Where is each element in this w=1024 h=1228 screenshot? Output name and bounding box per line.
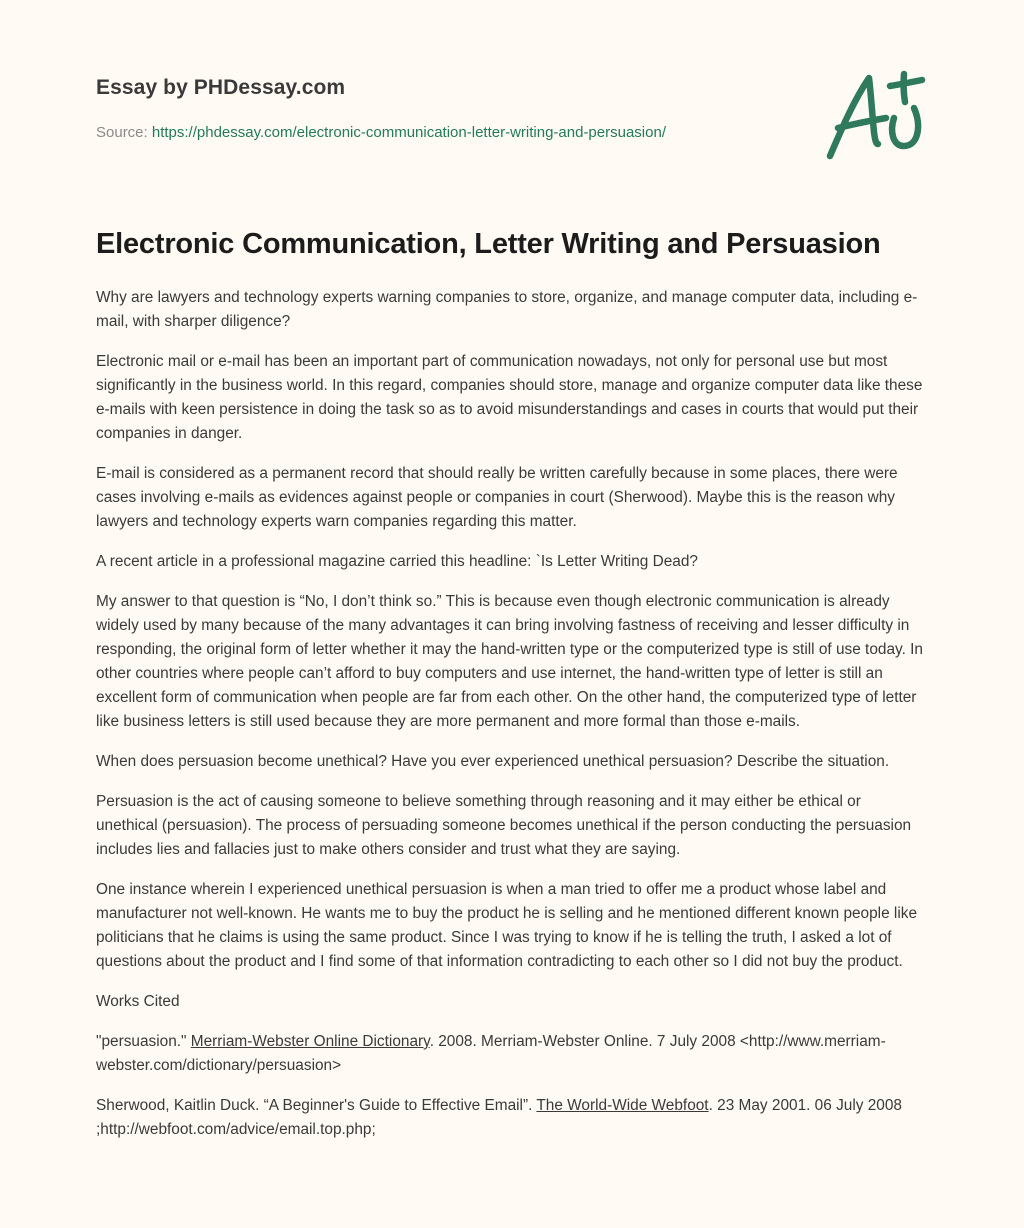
essay-content (96, 224, 926, 1158)
citation-suffix: . 2008. Merriam-Webster Online. 7 July 2008 <http://www.merriam-webster.com/dictionary/persuasion> (96, 1033, 886, 1074)
citation-prefix: "persuasion." (96, 1033, 191, 1050)
essay-paragraph: When does persuasion become unethical? Have you ever experienced unethical persuasion? Describe the situation. (96, 753, 890, 770)
citation-suffix: . 23 May 2001. 06 July 2008 ;http://webfoot.com/advice/email.top.php; (96, 1097, 902, 1138)
essay-paragraph: E-mail is considered as a permanent record that should really be written carefully because in some places, there were cases involving e-mails as evidences against people or companies in court (Sherwood). Maybe this is the reason why lawyers and technology experts warn companies regarding this matter. (96, 465, 898, 530)
citation-prefix: Sherwood, Kaitlin Duck. “A Beginner's Guide to Effective Email”. (96, 1097, 537, 1114)
site-title: Essay by PHDessay.com (96, 76, 346, 99)
citation (96, 1030, 926, 1078)
essay-paragraph: Electronic mail or e-mail has been an important part of communication nowadays, not only for personal use but most significantly in the business world. In this regard, companies should store, manage and organize computer data like these e-mails with keen persistence in doing the task so as to avoid misunderstandings and cases in courts that would put their companies in danger. (96, 353, 923, 442)
source-label: Source: (96, 124, 148, 141)
source-link[interactable]: https://phdessay.com/electronic-communication-letter-writing-and-persuasion/ (151, 124, 666, 141)
page-header (96, 0, 936, 200)
essay-paragraph: A recent article in a professional magazine carried this headline: `Is Letter Writing Dead? (96, 553, 698, 570)
essay-paragraph: Persuasion is the act of causing someone to believe something through reasoning and it may either be ethical or unethical (persuasion). The process of persuading someone becomes unethical if the person conducting the persuasion includes lies and fallacies just to make others consider and trust what they are saying. (96, 793, 912, 858)
essay-paragraph: One instance wherein I experienced unethical persuasion is when a man tried to offer me a product whose label and manufacturer not well-known. He wants me to buy the product he is selling and he mentioned different known people like politicians that he claims is using the same product. Since I was trying to know if he is telling the truth, I asked a lot of questions about the product and I find some of that information contradicting to each other so I did not buy the product. (96, 881, 918, 970)
essay-title: Electronic Communication, Letter Writing and Persuasion (96, 228, 881, 260)
citation-source-title: Merriam-Webster Online Dictionary (190, 1033, 430, 1050)
essay-paragraph: My answer to that question is “No, I don’t think so.” This is because even though electronic communication is already widely used by many because of the many advantages it can bring involving fastness of receiving and lesser difficulty in responding, the original form of letter whether it may the hand-written type or the computerized type is still of use today. In other countries where people can’t afford to buy computers and use internet, the hand-written type of letter is still an excellent form of communication when people are far from each other. On the other hand, the computerized type of letter like business letters is still used because they are more permanent and more formal than those e-mails. (96, 593, 923, 730)
source-line (96, 124, 666, 141)
works-cited-heading: Works Cited (96, 993, 180, 1010)
citation (96, 1094, 926, 1142)
essay-paragraph: Why are lawyers and technology experts warning companies to store, organize, and manage computer data, including e-mail, with sharper diligence? (96, 289, 918, 330)
citation-source-title: The World-Wide Webfoot (536, 1097, 709, 1114)
a-plus-grade-icon (824, 66, 928, 166)
